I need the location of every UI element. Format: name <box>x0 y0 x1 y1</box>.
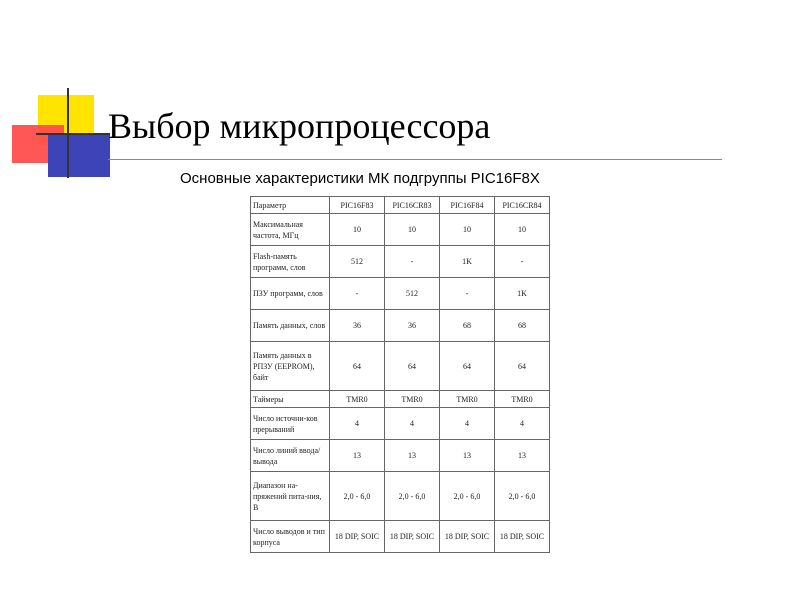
parameter-cell: Flash-память программ, слов <box>251 246 330 278</box>
slide-logo <box>0 0 120 190</box>
header-cell-model: PIC16CR84 <box>495 197 550 214</box>
value-cell: 13 <box>330 440 385 472</box>
parameter-cell: ПЗУ программ, слов <box>251 278 330 310</box>
value-cell: 36 <box>385 310 440 342</box>
value-cell: 13 <box>440 440 495 472</box>
slide-title: Выбор микропроцессора <box>108 106 491 146</box>
value-cell: 13 <box>495 440 550 472</box>
header-cell-model: PIC16F84 <box>440 197 495 214</box>
value-cell: 13 <box>385 440 440 472</box>
value-cell: 10 <box>385 214 440 246</box>
table-row <box>251 408 550 440</box>
value-cell: 64 <box>385 342 440 391</box>
value-cell: 68 <box>440 310 495 342</box>
value-cell: - <box>385 246 440 278</box>
value-cell: 36 <box>330 310 385 342</box>
value-cell: 64 <box>495 342 550 391</box>
value-cell: 4 <box>385 408 440 440</box>
parameter-cell: Память данных, слов <box>251 310 330 342</box>
value-cell: 18 DIP, SOIC <box>385 521 440 553</box>
title-rule <box>108 159 722 160</box>
value-cell: 4 <box>330 408 385 440</box>
value-cell: 68 <box>495 310 550 342</box>
value-cell: 18 DIP, SOIC <box>330 521 385 553</box>
header-cell-parameter: Параметр <box>251 197 330 214</box>
slide-subtitle: Основные характеристики МК подгруппы PIC16F8X <box>180 170 540 187</box>
table-row <box>251 214 550 246</box>
table-row <box>251 310 550 342</box>
table-row <box>251 342 550 391</box>
logo-horizontal-line <box>36 133 110 135</box>
value-cell: - <box>495 246 550 278</box>
value-cell: 10 <box>330 214 385 246</box>
value-cell: 64 <box>330 342 385 391</box>
parameter-cell: Максимальная частота, МГц <box>251 214 330 246</box>
value-cell: 4 <box>495 408 550 440</box>
value-cell: TMR0 <box>330 391 385 408</box>
value-cell: TMR0 <box>385 391 440 408</box>
header-cell-model: PIC16F83 <box>330 197 385 214</box>
value-cell: TMR0 <box>495 391 550 408</box>
value-cell: TMR0 <box>440 391 495 408</box>
table-row <box>251 521 550 553</box>
parameter-cell: Число источни-ков прерываний <box>251 408 330 440</box>
value-cell: - <box>330 278 385 310</box>
table-row <box>251 440 550 472</box>
table-row <box>251 278 550 310</box>
table-header-row <box>251 197 550 214</box>
value-cell: 2,0 - 6,0 <box>330 472 385 521</box>
value-cell: 2,0 - 6,0 <box>495 472 550 521</box>
value-cell: 64 <box>440 342 495 391</box>
spec-table <box>250 196 550 553</box>
logo-blue-square <box>48 133 110 177</box>
value-cell: 2,0 - 6,0 <box>440 472 495 521</box>
parameter-cell: Число выводов и тип корпуса <box>251 521 330 553</box>
value-cell: 4 <box>440 408 495 440</box>
value-cell: 10 <box>495 214 550 246</box>
value-cell: 1K <box>440 246 495 278</box>
parameter-cell: Диапазон на-пряжений пита-ния, В <box>251 472 330 521</box>
value-cell: 10 <box>440 214 495 246</box>
value-cell: 512 <box>330 246 385 278</box>
value-cell: - <box>440 278 495 310</box>
parameter-cell: Таймеры <box>251 391 330 408</box>
table-row <box>251 472 550 521</box>
value-cell: 18 DIP, SOIC <box>440 521 495 553</box>
value-cell: 18 DIP, SOIC <box>495 521 550 553</box>
parameter-cell: Память данных в РПЗУ (EEPROM), байт <box>251 342 330 391</box>
table-row <box>251 391 550 408</box>
value-cell: 1K <box>495 278 550 310</box>
table-row <box>251 246 550 278</box>
value-cell: 512 <box>385 278 440 310</box>
header-cell-model: PIC16CR83 <box>385 197 440 214</box>
parameter-cell: Число линий ввода/вывода <box>251 440 330 472</box>
value-cell: 2,0 - 6,0 <box>385 472 440 521</box>
